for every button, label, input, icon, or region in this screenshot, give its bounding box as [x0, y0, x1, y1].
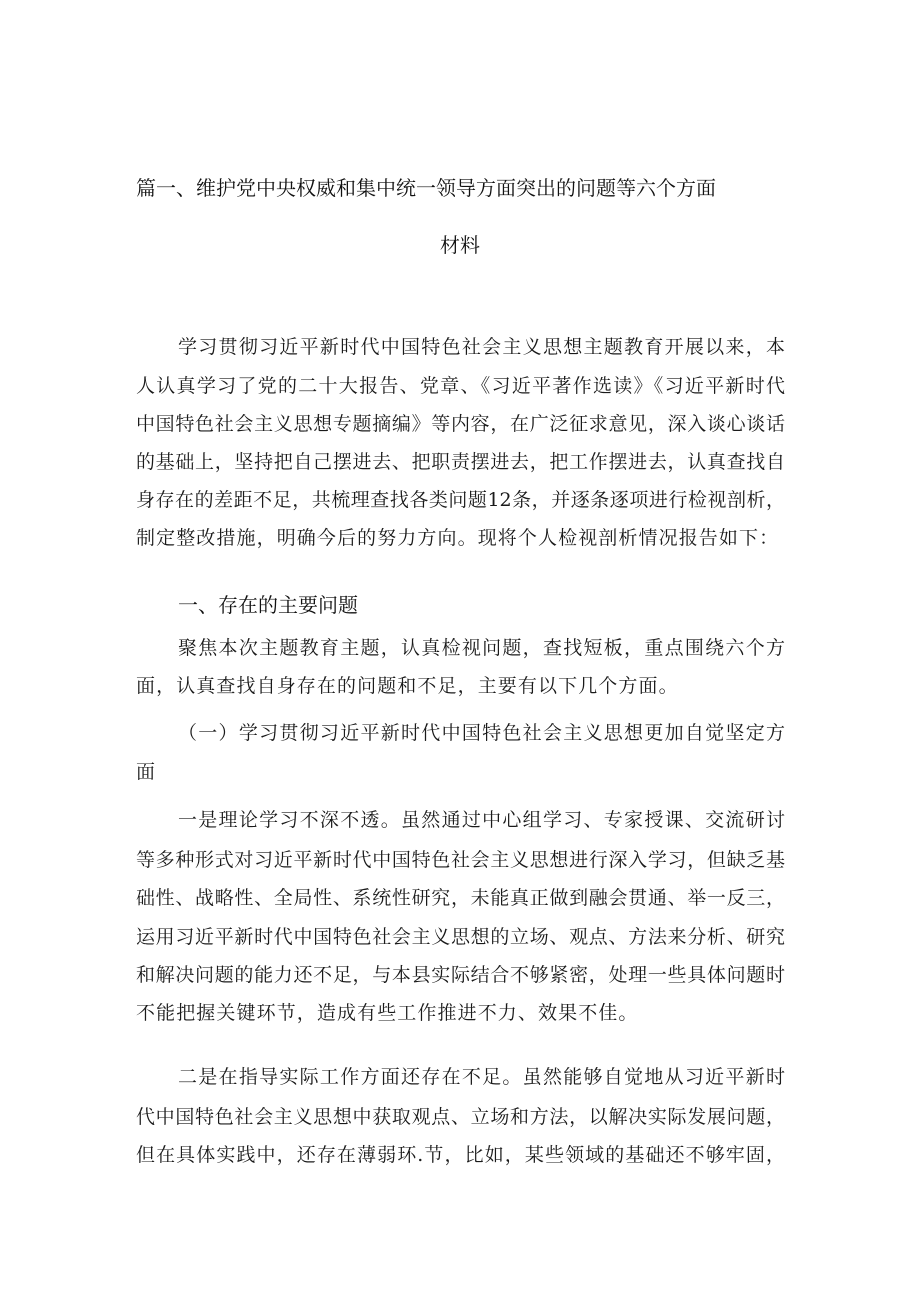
- paragraph-line: 中国特色社会主义思想专题摘编》等内容，在广泛征求意见，深入谈心谈话: [136, 413, 785, 435]
- paragraph-line: 聚焦本次主题教育主题，认真检视问题，查找短板，重点围绕六个方: [178, 637, 785, 659]
- paragraph-line: 制定整改措施，明确今后的努力方向。现将个人检视剖析情况报告如下：: [136, 527, 780, 549]
- paragraph-line: 运用习近平新时代中国特色社会主义思想的立场、观点、方法来分析、研究: [136, 926, 785, 948]
- paragraph-line: 代中国特色社会主义思想中获取观点、立场和方法，以解决实际发展问题，: [136, 1106, 785, 1128]
- subsection-heading-line: （一）学习贯彻习近平新时代中国特色社会主义思想更加自觉坚定方: [178, 722, 785, 744]
- title-line-2: 材料: [440, 233, 480, 257]
- paragraph-line: 的基础上，坚持把自己摆进去、把职责摆进去，把工作摆进去，认真查找自: [136, 451, 785, 473]
- title-line-1: 篇一、维护党中央权威和集中统一领导方面突出的问题等六个方面: [136, 176, 716, 200]
- paragraph-line: 等多种形式对习近平新时代中国特色社会主义思想进行深入学习，但缺乏基: [136, 849, 785, 871]
- paragraph-line: 不能把握关键环节，造成有些工作推进不力、效果不佳。: [136, 1002, 639, 1024]
- paragraph-line: 身存在的差距不足，共梳理查找各类问题12条，并逐条逐项进行检视剖析，: [136, 489, 785, 511]
- paragraph-line: 础性、战略性、全局性、系统性研究，未能真正做到融会贯通、举一反三，: [136, 887, 785, 909]
- paragraph-line: 一是理论学习不深不透。虽然通过中心组学习、专家授课、交流研讨: [178, 809, 785, 831]
- paragraph-line: 但在具体实践中，还存在薄弱环.节，比如，某些领域的基础还不够牢固，: [136, 1144, 785, 1166]
- paragraph-line: 学习贯彻习近平新时代中国特色社会主义思想主题教育开展以来，本: [178, 336, 785, 358]
- subsection-heading-line: 面: [136, 761, 157, 783]
- paragraph-line: 人认真学习了党的二十大报告、党章、《习近平著作选读》《习近平新时代: [136, 375, 785, 397]
- paragraph-line: 二是在指导实际工作方面还存在不足。虽然能够自觉地从习近平新时: [178, 1066, 785, 1088]
- paragraph-line: 面，认真查找自身存在的问题和不足，主要有以下几个方面。: [136, 675, 679, 697]
- section-heading: 一、存在的主要问题: [178, 593, 358, 617]
- paragraph-line: 和解决问题的能力还不足，与本县实际结合不够紧密，处理一些具体问题时: [136, 964, 785, 986]
